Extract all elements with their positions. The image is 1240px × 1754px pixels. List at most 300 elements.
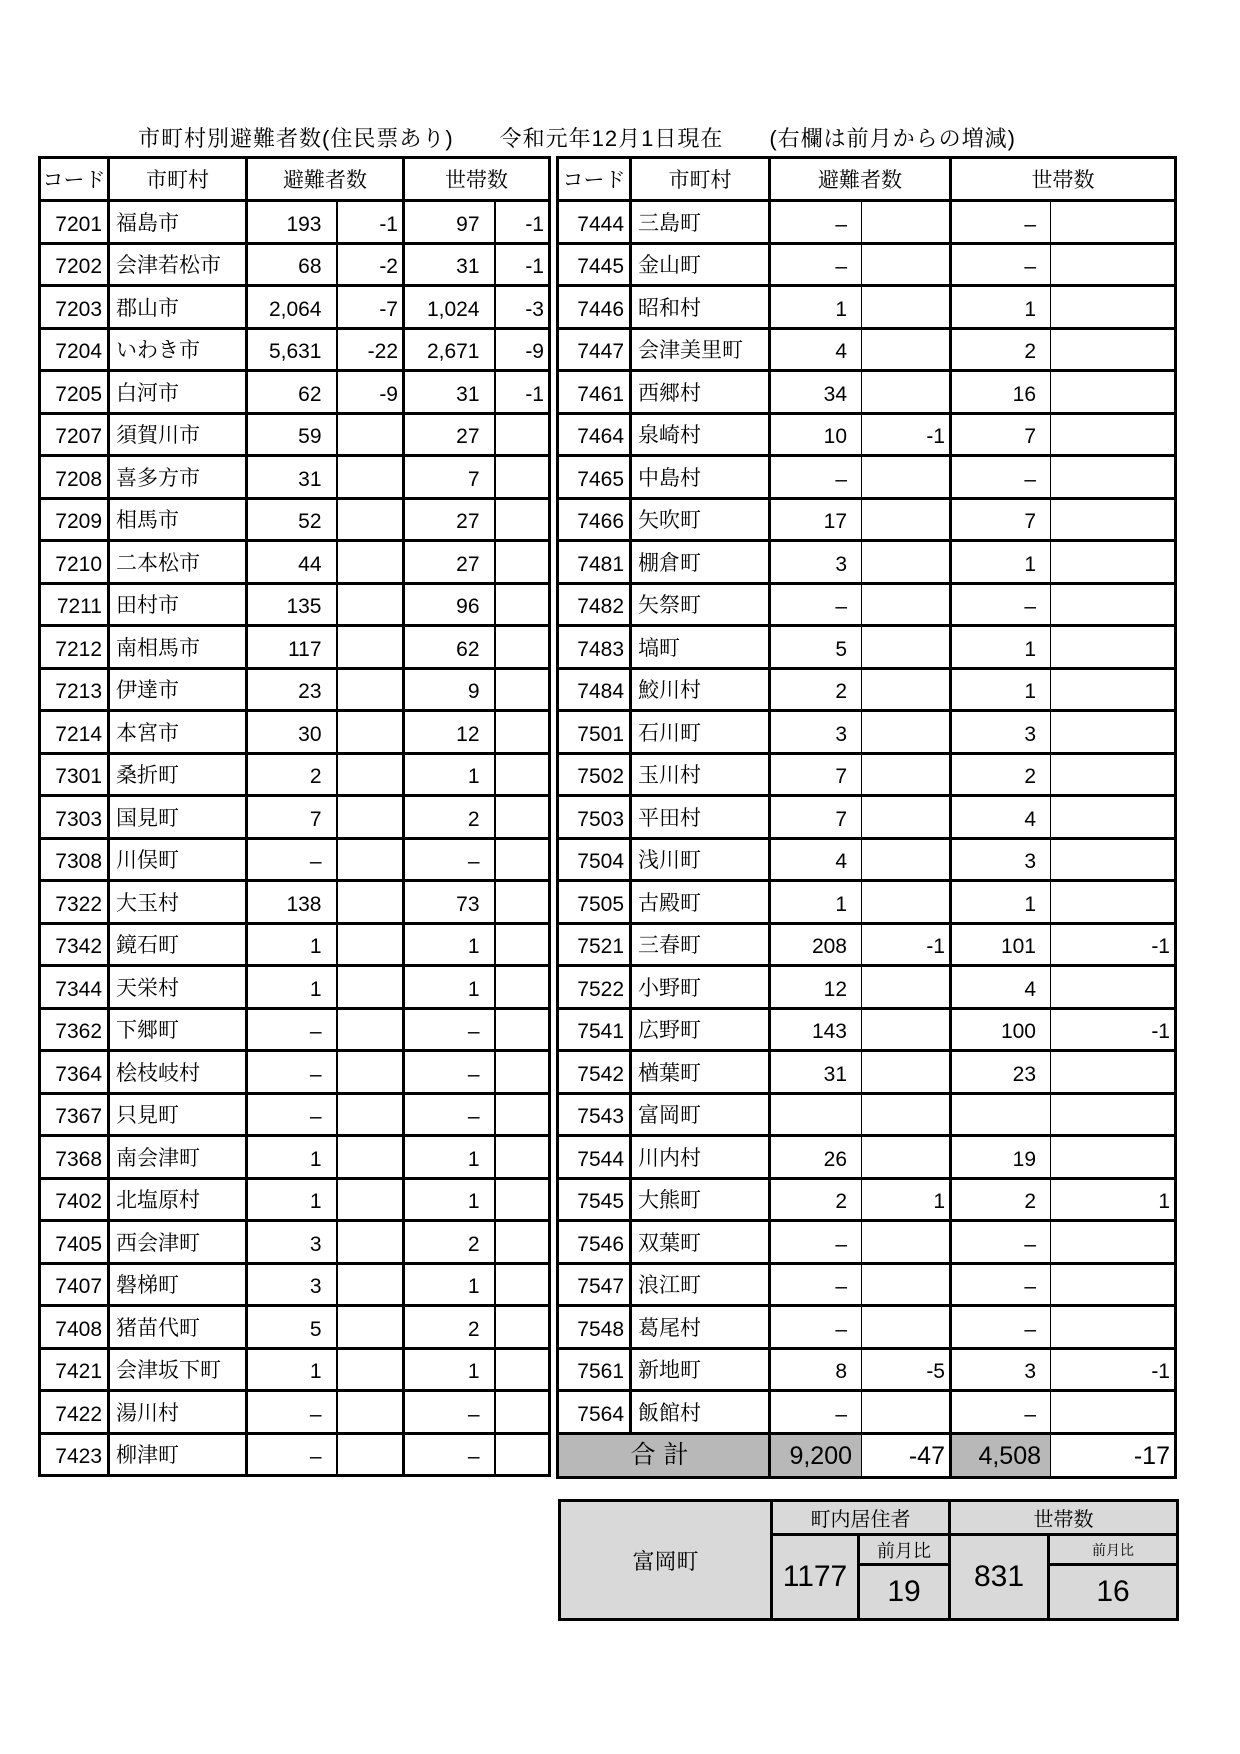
households-cell: 3	[951, 1348, 1051, 1391]
evacuees-diff-cell	[862, 881, 951, 924]
households-diff-cell	[1051, 881, 1176, 924]
households-value: 831	[950, 1535, 1049, 1620]
municipality-cell: 塙町	[631, 626, 770, 669]
households-cell: 23	[951, 1051, 1051, 1094]
evacuees-diff-cell	[862, 1221, 951, 1264]
municipality-cell: 伊達市	[109, 668, 247, 711]
households-mom-label: 前月比	[1049, 1535, 1178, 1565]
municipality-cell: 天栄村	[109, 966, 247, 1009]
households-cell: 100	[951, 1008, 1051, 1051]
households-diff-cell	[1051, 583, 1176, 626]
households-cell: 1	[951, 881, 1051, 924]
households-diff-cell	[495, 1391, 550, 1434]
table-row	[558, 1008, 1176, 1051]
residents-mom-label: 前月比	[859, 1535, 950, 1565]
table-row	[40, 1008, 550, 1051]
municipality-cell: 磐梯町	[109, 1263, 247, 1306]
evacuees-cell: 59	[247, 413, 337, 456]
municipality-cell: 桑折町	[109, 753, 247, 796]
households-diff-cell	[495, 881, 550, 924]
evacuees-diff-cell	[337, 1051, 404, 1094]
evacuees-diff-cell	[337, 1348, 404, 1391]
households-diff-cell	[1051, 796, 1176, 839]
table-row	[40, 1221, 550, 1264]
households-cell: 31	[404, 371, 495, 414]
municipality-cell: 下郷町	[109, 1008, 247, 1051]
col-header-code: コード	[558, 158, 631, 201]
households-cell: –	[951, 243, 1051, 286]
code-cell: 7204	[40, 328, 109, 371]
evacuees-cell: 193	[247, 201, 337, 244]
code-cell: 7564	[558, 1391, 631, 1434]
evacuees-diff-cell	[862, 1306, 951, 1349]
evacuees-diff-cell	[862, 243, 951, 286]
evacuees-diff-cell	[337, 413, 404, 456]
households-cell: 7	[951, 498, 1051, 541]
households-diff-cell	[1051, 1051, 1176, 1094]
households-cell: 1	[404, 1348, 495, 1391]
households-cell: 2,671	[404, 328, 495, 371]
table-row	[558, 286, 1176, 329]
households-cell: 2	[951, 1178, 1051, 1221]
households-diff-cell	[495, 1093, 550, 1136]
evacuees-diff-cell	[337, 881, 404, 924]
code-cell: 7464	[558, 413, 631, 456]
code-cell: 7201	[40, 201, 109, 244]
evacuees-diff-cell	[337, 1008, 404, 1051]
municipality-cell: 飯館村	[631, 1391, 770, 1434]
municipality-cell: 本宮市	[109, 711, 247, 754]
evacuees-cell: –	[770, 243, 862, 286]
table-row	[40, 541, 550, 584]
municipality-cell: 小野町	[631, 966, 770, 1009]
code-cell: 7484	[558, 668, 631, 711]
municipality-cell: 会津美里町	[631, 328, 770, 371]
households-cell: 2	[404, 796, 495, 839]
households-mom-value: 16	[1049, 1565, 1178, 1620]
households-cell: 19	[951, 1136, 1051, 1179]
evacuees-cell: 1	[247, 1136, 337, 1179]
evacuees-diff-cell	[862, 456, 951, 499]
code-cell: 7547	[558, 1263, 631, 1306]
households-diff-cell	[495, 626, 550, 669]
table-row	[558, 1391, 1176, 1434]
evacuees-cell: 117	[247, 626, 337, 669]
evacuees-cell: 44	[247, 541, 337, 584]
households-diff-cell	[495, 413, 550, 456]
households-cell: 7	[404, 456, 495, 499]
households-diff-cell: -1	[1051, 1348, 1176, 1391]
code-cell: 7368	[40, 1136, 109, 1179]
code-cell: 7503	[558, 796, 631, 839]
table-row	[40, 1306, 550, 1349]
evacuees-cell: 135	[247, 583, 337, 626]
code-cell: 7203	[40, 286, 109, 329]
households-cell: 9	[404, 668, 495, 711]
evacuees-diff-cell	[862, 371, 951, 414]
municipality-cell: 南会津町	[109, 1136, 247, 1179]
municipality-cell: 矢吹町	[631, 498, 770, 541]
code-cell: 7521	[558, 923, 631, 966]
households-diff-cell	[1051, 243, 1176, 286]
evacuees-diff-cell	[862, 753, 951, 796]
households-diff-cell	[1051, 668, 1176, 711]
table-row	[40, 1348, 550, 1391]
municipality-cell: 平田村	[631, 796, 770, 839]
evacuees-diff-cell	[862, 796, 951, 839]
households-cell: 101	[951, 923, 1051, 966]
table-row	[40, 456, 550, 499]
households-diff-cell	[495, 966, 550, 1009]
code-cell: 7214	[40, 711, 109, 754]
households-cell: 16	[951, 371, 1051, 414]
evacuees-cell: –	[247, 1093, 337, 1136]
code-cell: 7445	[558, 243, 631, 286]
households-diff-cell	[495, 923, 550, 966]
households-diff-cell	[495, 1051, 550, 1094]
households-diff-cell	[495, 711, 550, 754]
households-cell: –	[951, 1306, 1051, 1349]
households-cell: 2	[951, 753, 1051, 796]
municipality-cell: いわき市	[109, 328, 247, 371]
table-row	[558, 1306, 1176, 1349]
evacuees-cell: 4	[770, 328, 862, 371]
households-diff-cell	[1051, 1136, 1176, 1179]
municipality-cell: 広野町	[631, 1008, 770, 1051]
evacuees-cell: –	[247, 838, 337, 881]
households-diff-cell	[1051, 201, 1176, 244]
summary-header-row	[560, 1501, 1178, 1535]
households-cell: 1	[951, 668, 1051, 711]
total-evacuees-cell: 9,200	[770, 1433, 862, 1477]
households-cell: 3	[951, 838, 1051, 881]
total-evacuees-diff-cell: -47	[862, 1433, 951, 1477]
households-diff-cell	[1051, 456, 1176, 499]
municipality-cell: 石川町	[631, 711, 770, 754]
table-row	[40, 1433, 550, 1476]
evacuees-cell: 3	[247, 1263, 337, 1306]
code-cell: 7202	[40, 243, 109, 286]
table-row	[558, 711, 1176, 754]
table-row	[40, 201, 550, 244]
code-cell: 7405	[40, 1221, 109, 1264]
households-diff-cell	[495, 1178, 550, 1221]
total-row	[558, 1433, 1176, 1477]
municipality-cell: 北塩原村	[109, 1178, 247, 1221]
evacuees-diff-cell	[337, 1221, 404, 1264]
table-row	[558, 796, 1176, 839]
evacuees-diff-cell	[862, 838, 951, 881]
evacuees-cell: 4	[770, 838, 862, 881]
municipality-cell: 柳津町	[109, 1433, 247, 1476]
households-cell: 12	[404, 711, 495, 754]
code-cell: 7212	[40, 626, 109, 669]
households-cell: –	[951, 583, 1051, 626]
households-diff-cell	[495, 1433, 550, 1476]
municipality-cell: 玉川村	[631, 753, 770, 796]
evacuees-diff-cell	[337, 626, 404, 669]
evacuees-cell: 2	[247, 753, 337, 796]
households-cell: –	[951, 1391, 1051, 1434]
evacuees-diff-cell	[337, 1178, 404, 1221]
table-row	[558, 1348, 1176, 1391]
evacuees-cell: 3	[770, 541, 862, 584]
households-diff-cell	[495, 1221, 550, 1264]
municipality-cell: 郡山市	[109, 286, 247, 329]
evacuees-diff-cell: -2	[337, 243, 404, 286]
municipality-cell: 鏡石町	[109, 923, 247, 966]
households-cell: 96	[404, 583, 495, 626]
municipality-cell: 三春町	[631, 923, 770, 966]
municipality-cell: 楢葉町	[631, 1051, 770, 1094]
evacuees-diff-cell	[337, 583, 404, 626]
households-diff-cell	[1051, 1263, 1176, 1306]
households-cell: 31	[404, 243, 495, 286]
households-cell: 62	[404, 626, 495, 669]
evacuees-cell: –	[770, 1263, 862, 1306]
evacuees-cell: 17	[770, 498, 862, 541]
code-cell: 7364	[40, 1051, 109, 1094]
code-cell: 7342	[40, 923, 109, 966]
code-cell: 7548	[558, 1306, 631, 1349]
evacuees-diff-cell	[862, 583, 951, 626]
code-cell: 7303	[40, 796, 109, 839]
code-cell: 7407	[40, 1263, 109, 1306]
table-row	[558, 1136, 1176, 1179]
evacuees-diff-cell	[337, 838, 404, 881]
municipality-cell: 喜多方市	[109, 456, 247, 499]
evacuees-cell: –	[770, 1221, 862, 1264]
households-diff-cell	[495, 668, 550, 711]
municipality-cell: 相馬市	[109, 498, 247, 541]
evacuees-diff-cell	[337, 1263, 404, 1306]
households-diff-cell	[495, 1008, 550, 1051]
code-cell: 7447	[558, 328, 631, 371]
evacuees-cell: 8	[770, 1348, 862, 1391]
evacuees-cell: 7	[247, 796, 337, 839]
evacuees-cell: 2	[770, 1178, 862, 1221]
table-row	[558, 966, 1176, 1009]
evacuees-diff-cell	[337, 541, 404, 584]
code-cell: 7210	[40, 541, 109, 584]
code-cell: 7481	[558, 541, 631, 584]
evacuees-cell: –	[770, 1306, 862, 1349]
households-cell: 1	[404, 753, 495, 796]
evacuees-cell: 10	[770, 413, 862, 456]
households-diff-cell	[1051, 1391, 1176, 1434]
households-diff-cell	[1051, 498, 1176, 541]
households-diff-cell	[1051, 1093, 1176, 1136]
evacuees-cell: 143	[770, 1008, 862, 1051]
table-row	[558, 838, 1176, 881]
households-diff-cell	[1051, 286, 1176, 329]
evacuees-diff-cell	[862, 498, 951, 541]
households-diff-cell	[1051, 371, 1176, 414]
households-cell: 1	[404, 923, 495, 966]
table-row	[558, 456, 1176, 499]
municipality-cell: 矢祭町	[631, 583, 770, 626]
table-row	[40, 838, 550, 881]
evacuees-cell: 5,631	[247, 328, 337, 371]
evacuees-diff-cell: -1	[862, 413, 951, 456]
code-cell: 7213	[40, 668, 109, 711]
municipality-cell: 会津若松市	[109, 243, 247, 286]
evacuees-diff-cell	[337, 966, 404, 1009]
evacuees-diff-cell	[337, 1306, 404, 1349]
households-diff-cell	[495, 1348, 550, 1391]
households-diff-cell: -1	[1051, 923, 1176, 966]
households-cell: 4	[951, 966, 1051, 1009]
table-row	[558, 243, 1176, 286]
households-cell: 73	[404, 881, 495, 924]
evacuees-cell: –	[247, 1008, 337, 1051]
code-cell: 7301	[40, 753, 109, 796]
code-cell: 7466	[558, 498, 631, 541]
code-cell: 7422	[40, 1391, 109, 1434]
col-header-code: コード	[40, 158, 109, 201]
households-cell: 97	[404, 201, 495, 244]
evacuees-cell: 1	[770, 286, 862, 329]
households-diff-cell: 1	[1051, 1178, 1176, 1221]
table-row	[40, 413, 550, 456]
households-diff-cell	[1051, 413, 1176, 456]
evacuees-diff-cell	[337, 1391, 404, 1434]
code-cell: 7308	[40, 838, 109, 881]
table-row	[40, 371, 550, 414]
evacuees-cell: –	[247, 1051, 337, 1094]
evacuees-diff-cell	[862, 286, 951, 329]
table-row	[558, 1221, 1176, 1264]
evacuees-diff-cell	[862, 201, 951, 244]
evacuees-diff-cell	[862, 711, 951, 754]
households-cell	[951, 1093, 1051, 1136]
table-row	[40, 1093, 550, 1136]
evacuees-diff-cell	[862, 1008, 951, 1051]
code-cell: 7367	[40, 1093, 109, 1136]
evacuees-diff-cell	[337, 923, 404, 966]
evacuees-diff-cell	[862, 626, 951, 669]
municipality-cell: 南相馬市	[109, 626, 247, 669]
table-row	[40, 668, 550, 711]
households-cell: 1	[404, 1178, 495, 1221]
evacuees-cell: 12	[770, 966, 862, 1009]
table-row	[558, 668, 1176, 711]
evacuees-cell: 3	[247, 1221, 337, 1264]
evacuees-cell: 68	[247, 243, 337, 286]
header-row	[40, 158, 550, 201]
evacuees-cell: 1	[247, 923, 337, 966]
evacuees-cell: –	[247, 1433, 337, 1476]
evacuees-diff-cell	[862, 1263, 951, 1306]
municipality-cell: 湯川村	[109, 1391, 247, 1434]
households-diff-cell	[495, 1136, 550, 1179]
code-cell: 7423	[40, 1433, 109, 1476]
households-diff-cell	[1051, 1221, 1176, 1264]
code-cell: 7408	[40, 1306, 109, 1349]
code-cell: 7344	[40, 966, 109, 1009]
municipality-cell: 猪苗代町	[109, 1306, 247, 1349]
code-cell: 7542	[558, 1051, 631, 1094]
header-row	[558, 158, 1176, 201]
evacuees-diff-cell	[337, 1093, 404, 1136]
code-cell: 7209	[40, 498, 109, 541]
table-row	[558, 541, 1176, 584]
evacuees-diff-cell	[862, 1136, 951, 1179]
municipality-cell: 川俣町	[109, 838, 247, 881]
code-cell: 7362	[40, 1008, 109, 1051]
municipality-cell: 棚倉町	[631, 541, 770, 584]
municipality-cell: 大熊町	[631, 1178, 770, 1221]
table-row	[40, 711, 550, 754]
table-row	[558, 498, 1176, 541]
table-row	[40, 1178, 550, 1221]
code-cell: 7504	[558, 838, 631, 881]
households-diff-cell	[1051, 1306, 1176, 1349]
evacuees-cell: 7	[770, 753, 862, 796]
total-label: 合計	[558, 1433, 770, 1477]
evacuees-diff-cell	[862, 1093, 951, 1136]
households-diff-cell	[495, 541, 550, 584]
households-diff-cell	[1051, 966, 1176, 1009]
municipality-cell: 双葉町	[631, 1221, 770, 1264]
code-cell: 7544	[558, 1136, 631, 1179]
table-row	[40, 286, 550, 329]
table-row	[558, 328, 1176, 371]
households-diff-cell: -1	[495, 243, 550, 286]
evacuees-diff-cell: -22	[337, 328, 404, 371]
evacuees-cell: 30	[247, 711, 337, 754]
left-table-body	[40, 201, 550, 1476]
households-cell: –	[404, 1093, 495, 1136]
municipality-cell: 浅川町	[631, 838, 770, 881]
evacuees-cell: 1	[770, 881, 862, 924]
page-title: 市町村別避難者数(住民票あり) 令和元年12月1日現在 (右欄は前月からの増減)	[138, 126, 1017, 151]
col-header-municipality: 市町村	[631, 158, 770, 201]
municipality-cell: 白河市	[109, 371, 247, 414]
households-cell: 1	[951, 626, 1051, 669]
code-cell: 7208	[40, 456, 109, 499]
evacuees-diff-cell	[862, 1391, 951, 1434]
table-row	[40, 1051, 550, 1094]
evacuees-cell: –	[770, 201, 862, 244]
code-cell: 7502	[558, 753, 631, 796]
evacuees-cell	[770, 1093, 862, 1136]
table-row	[40, 243, 550, 286]
households-cell: 27	[404, 498, 495, 541]
col-header-municipality: 市町村	[109, 158, 247, 201]
households-diff-cell: -3	[495, 286, 550, 329]
evacuees-cell: 23	[247, 668, 337, 711]
code-cell: 7505	[558, 881, 631, 924]
municipality-cell: 福島市	[109, 201, 247, 244]
table-row	[40, 1263, 550, 1306]
households-cell: 1	[404, 1263, 495, 1306]
households-diff-cell	[495, 498, 550, 541]
households-diff-cell	[495, 796, 550, 839]
code-cell: 7421	[40, 1348, 109, 1391]
households-diff-cell: -1	[495, 371, 550, 414]
evacuees-diff-cell	[862, 966, 951, 1009]
right-table-body	[558, 201, 1176, 1434]
evacuees-diff-cell	[862, 541, 951, 584]
code-cell: 7207	[40, 413, 109, 456]
evacuees-cell: 5	[247, 1306, 337, 1349]
households-diff-cell	[1051, 626, 1176, 669]
total-households-cell: 4,508	[951, 1433, 1051, 1477]
households-cell: –	[951, 456, 1051, 499]
evacuees-cell: 7	[770, 796, 862, 839]
municipality-cell: 古殿町	[631, 881, 770, 924]
